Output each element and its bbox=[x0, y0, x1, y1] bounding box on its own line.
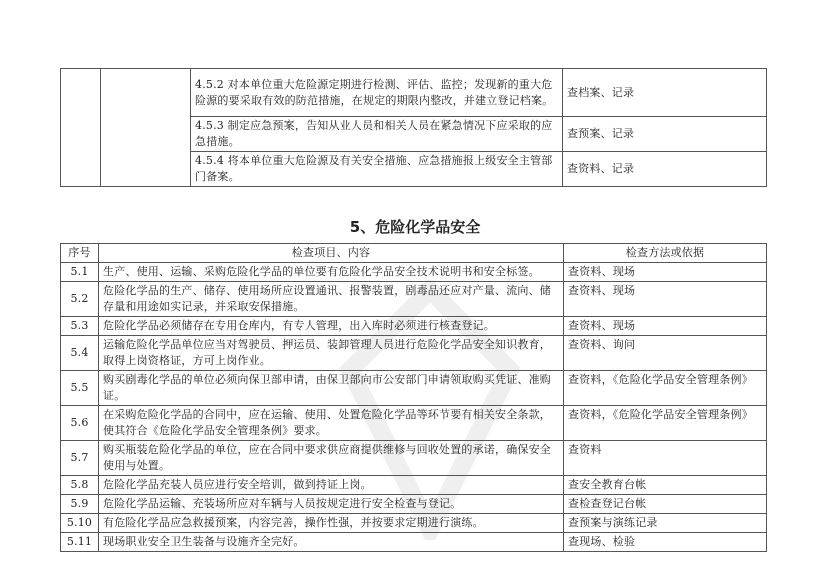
item-method: 查检查登记台帐 bbox=[564, 495, 767, 514]
table-header-row bbox=[61, 244, 767, 263]
item-content: 4.5.3 制定应急预案，告知从业人员和相关人员在紧急情况下应采取的应急措施。 bbox=[191, 117, 563, 152]
item-content: 危险化学品必须储存在专用仓库内，有专人管理，出入库时必须进行核查登记。 bbox=[99, 317, 564, 336]
item-method: 查资料、现场 bbox=[564, 282, 767, 317]
table-row bbox=[61, 514, 767, 533]
row-number: 5.1 bbox=[61, 263, 99, 282]
section-title: 5、危险化学品安全 bbox=[349, 218, 481, 236]
item-content: 现场职业安全卫生装备与设施齐全完好。 bbox=[99, 533, 564, 552]
header-method: 检查方法或依据 bbox=[564, 244, 767, 263]
row-number: 5.11 bbox=[61, 533, 99, 552]
item-method: 查安全教育台帐 bbox=[564, 476, 767, 495]
item-content: 运输危险化学品单位应当对驾驶员、押运员、装卸管理人员进行危险化学品安全知识教育，取得上岗资格证，方可上岗作业。 bbox=[99, 336, 564, 371]
item-content: 4.5.4 将本单位重大危险源及有关安全措施、应急措施报上级安全主管部门备案。 bbox=[191, 152, 563, 187]
row-number: 5.6 bbox=[61, 406, 99, 441]
table-row bbox=[61, 476, 767, 495]
previous-section-table bbox=[60, 68, 767, 187]
hazardous-chemicals-table bbox=[60, 243, 767, 552]
item-content: 购买瓶装危险化学品的单位，应在合同中要求供应商提供维修与回收处置的承诺，确保安全使用与处置。 bbox=[99, 441, 564, 476]
item-content: 生产、使用、运输、采购危险化学品的单位要有危险化学品安全技术说明书和安全标签。 bbox=[99, 263, 564, 282]
table-row bbox=[61, 406, 767, 441]
item-method: 查资料、现场 bbox=[564, 263, 767, 282]
item-content: 在采购危险化学品的合同中，应在运输、使用、处置危险化学品等环节要有相关安全条款，使其符合《危险化学品安全管理条例》要求。 bbox=[99, 406, 564, 441]
empty-cell bbox=[101, 69, 191, 187]
header-no: 序号 bbox=[61, 244, 99, 263]
item-method: 查预案、记录 bbox=[563, 117, 767, 152]
item-method: 查资料，《危险化学品安全管理条例》 bbox=[564, 406, 767, 441]
table-row bbox=[61, 495, 767, 514]
item-content: 有危险化学品应急救援预案，内容完善，操作性强，并按要求定期进行演练。 bbox=[99, 514, 564, 533]
item-method: 查现场、检验 bbox=[564, 533, 767, 552]
row-number: 5.5 bbox=[61, 371, 99, 406]
row-number: 5.10 bbox=[61, 514, 99, 533]
item-content: 危险化学品充装人员应进行安全培训，做到持证上岗。 bbox=[99, 476, 564, 495]
row-number: 5.2 bbox=[61, 282, 99, 317]
item-method: 查资料，《危险化学品安全管理条例》 bbox=[564, 371, 767, 406]
table-row bbox=[61, 263, 767, 282]
item-method: 查预案与演练记录 bbox=[564, 514, 767, 533]
row-number: 5.9 bbox=[61, 495, 99, 514]
item-content: 购买剧毒化学品的单位必须向保卫部申请，由保卫部向市公安部门申请领取购买凭证、准购证。 bbox=[99, 371, 564, 406]
row-number: 5.3 bbox=[61, 317, 99, 336]
table-row bbox=[61, 282, 767, 317]
item-method: 查资料、现场 bbox=[564, 317, 767, 336]
table-row bbox=[61, 441, 767, 476]
item-method: 查档案、记录 bbox=[563, 69, 767, 117]
table-row bbox=[61, 317, 767, 336]
table-row bbox=[61, 69, 767, 117]
row-number: 5.8 bbox=[61, 476, 99, 495]
row-number: 5.7 bbox=[61, 441, 99, 476]
item-content: 危险化学品的生产、储存、使用场所应设置通讯、报警装置，剧毒品还应对产量、流向、储存量和用途如实记录，并采取安保措施。 bbox=[99, 282, 564, 317]
item-method: 查资料 bbox=[564, 441, 767, 476]
item-method: 查资料、记录 bbox=[563, 152, 767, 187]
table-row bbox=[61, 371, 767, 406]
table-row bbox=[61, 533, 767, 552]
header-content: 检查项目、内容 bbox=[99, 244, 564, 263]
empty-cell bbox=[61, 69, 101, 187]
item-method: 查资料、询问 bbox=[564, 336, 767, 371]
row-number: 5.4 bbox=[61, 336, 99, 371]
item-content: 4.5.2 对本单位重大危险源定期进行检测、评估、监控；发现新的重大危险源的要采取有效的防范措施，在规定的期限内整改，并建立登记档案。 bbox=[191, 69, 563, 117]
table-row bbox=[61, 336, 767, 371]
item-content: 危险化学品运输、充装场所应对车辆与人员按规定进行安全检查与登记。 bbox=[99, 495, 564, 514]
